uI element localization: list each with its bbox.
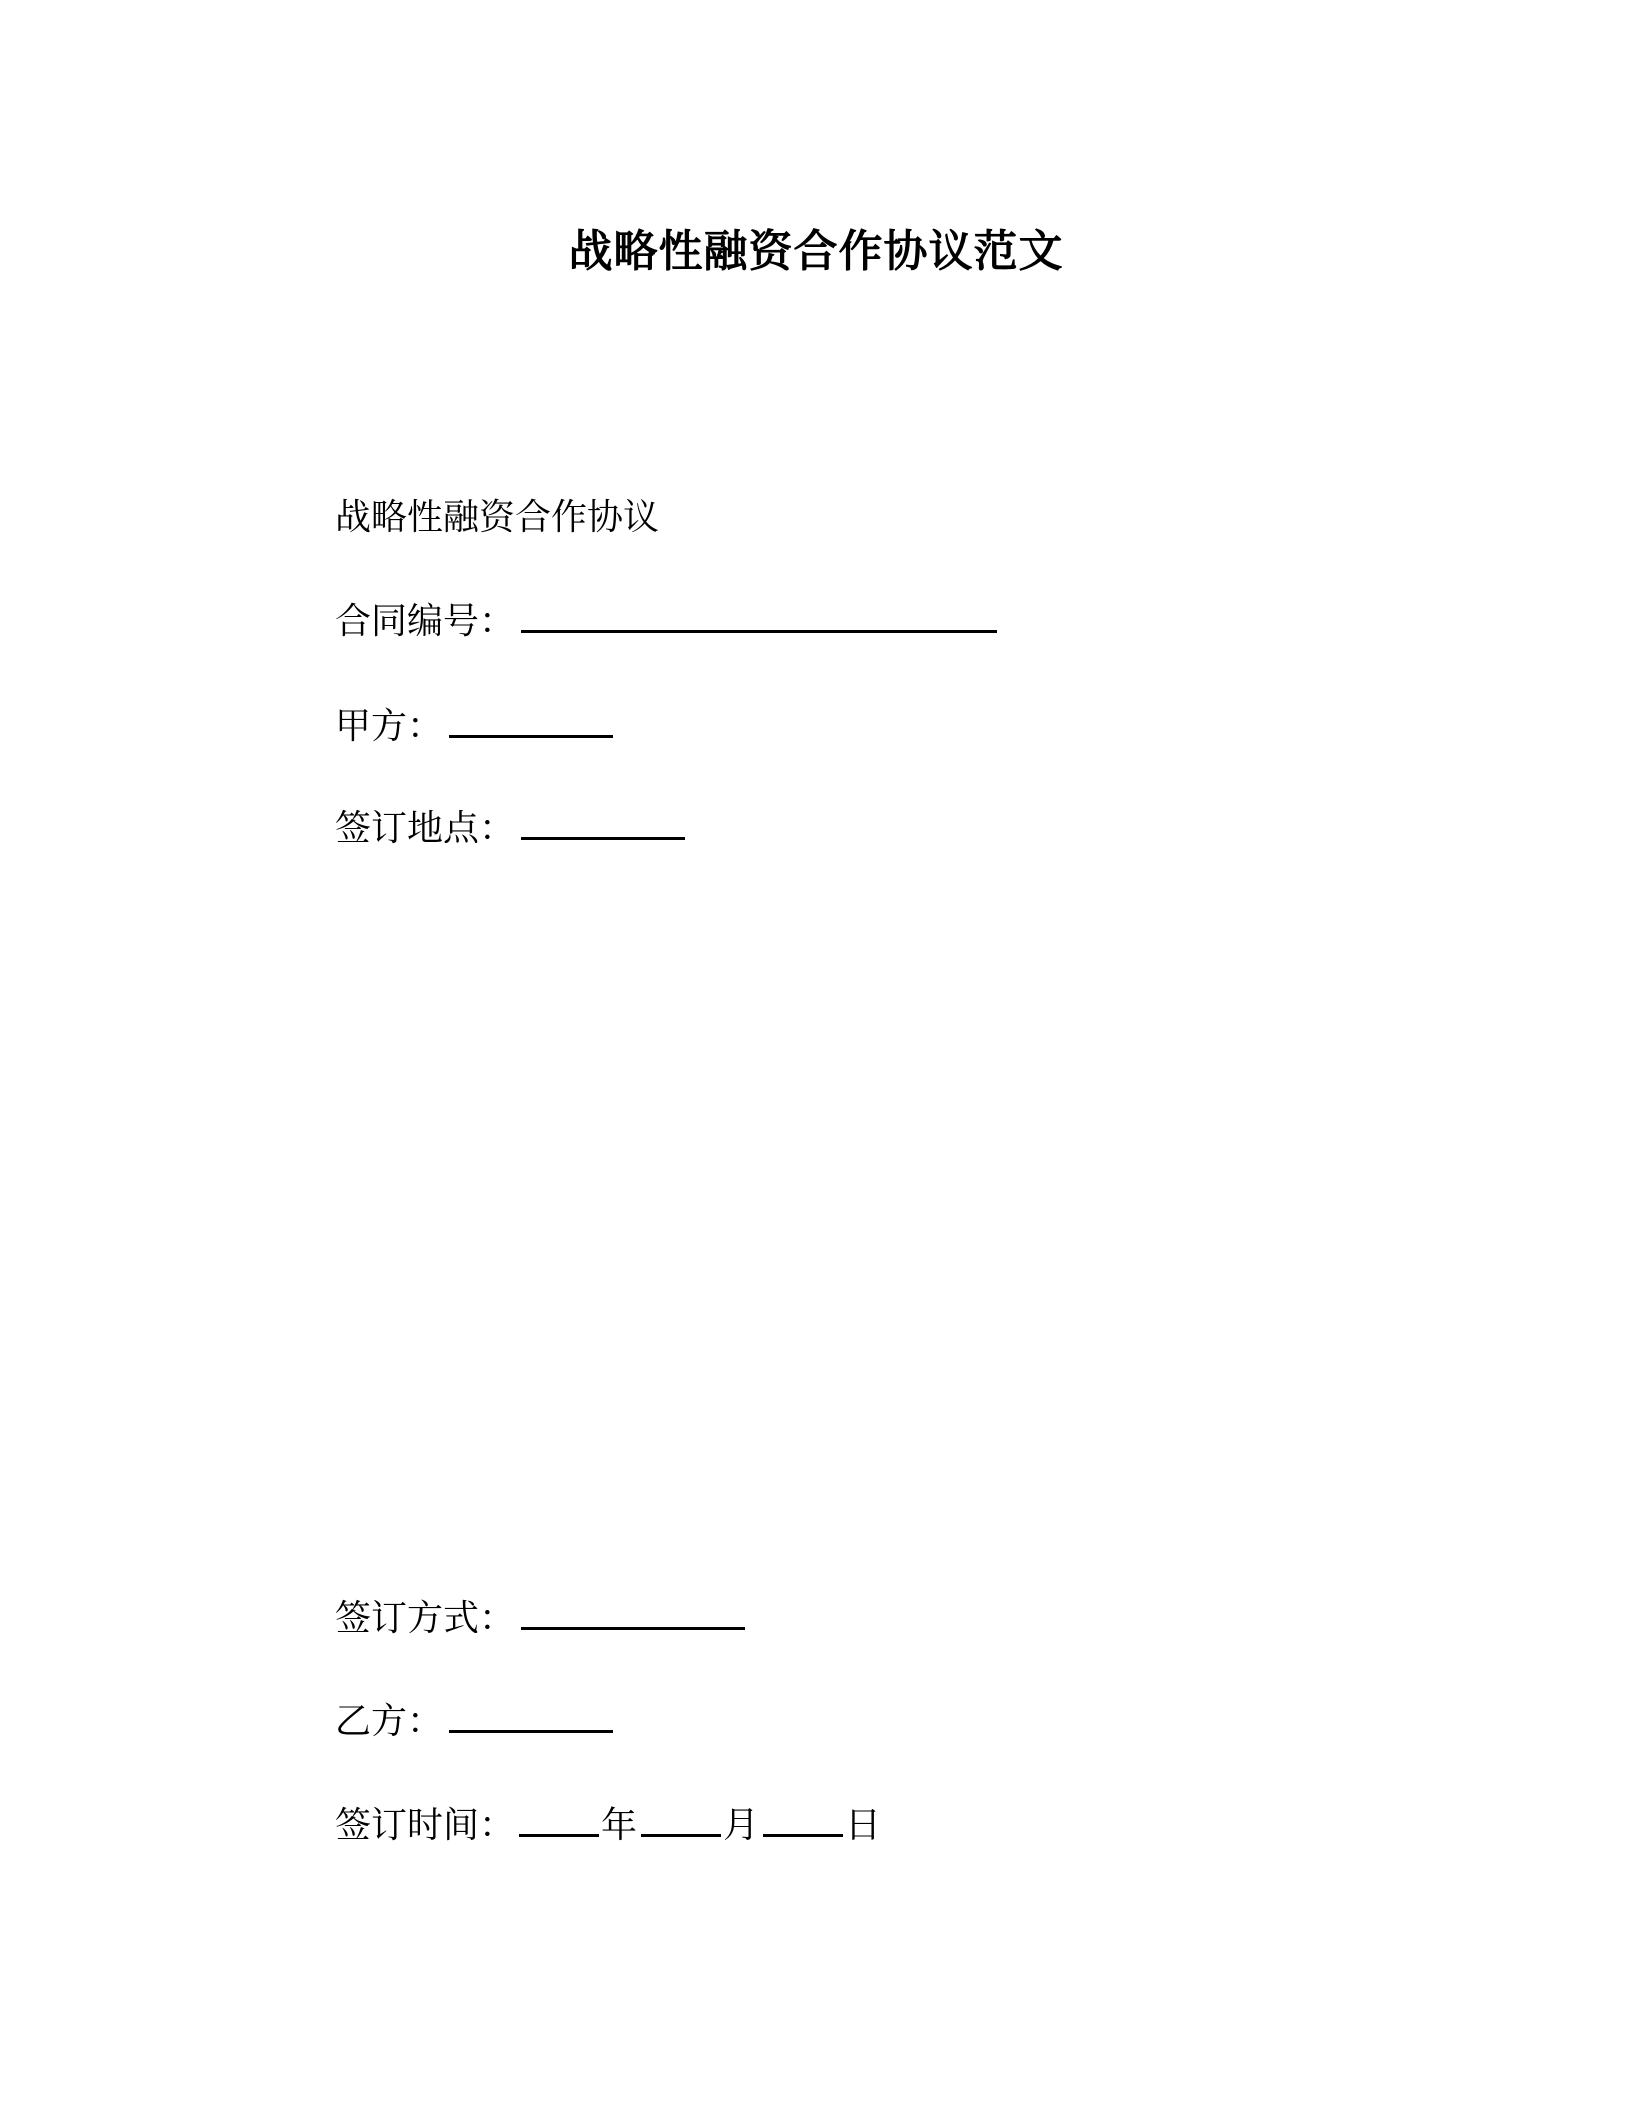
sign-time-label: 签订时间： <box>335 1805 516 1846</box>
contract-number-line <box>335 598 997 646</box>
party-a-blank <box>449 705 613 738</box>
day-label: 日 <box>845 1805 882 1846</box>
contract-number-blank <box>521 600 997 633</box>
contract-number-label: 合同编号： <box>335 601 516 642</box>
party-b-label: 乙方： <box>335 1701 444 1742</box>
sign-place-blank <box>521 807 685 840</box>
year-label: 年 <box>601 1805 638 1846</box>
sign-method-label: 签订方式： <box>335 1598 516 1639</box>
party-a-label: 甲方： <box>335 706 444 747</box>
month-label: 月 <box>723 1805 760 1846</box>
day-blank <box>763 1804 843 1837</box>
party-a-line <box>335 703 613 751</box>
sign-method-blank <box>521 1597 745 1630</box>
sign-time-line <box>335 1802 881 1850</box>
party-b-blank <box>449 1700 613 1733</box>
month-blank <box>641 1804 721 1837</box>
party-b-line <box>335 1698 613 1746</box>
sign-place-line <box>335 805 685 853</box>
sign-method-line <box>335 1595 745 1643</box>
sign-place-label: 签订地点： <box>335 808 516 849</box>
document-title: 战略性融资合作协议范文 <box>568 226 1064 277</box>
agreement-subtitle: 战略性融资合作协议 <box>335 497 660 538</box>
year-blank <box>519 1804 599 1837</box>
